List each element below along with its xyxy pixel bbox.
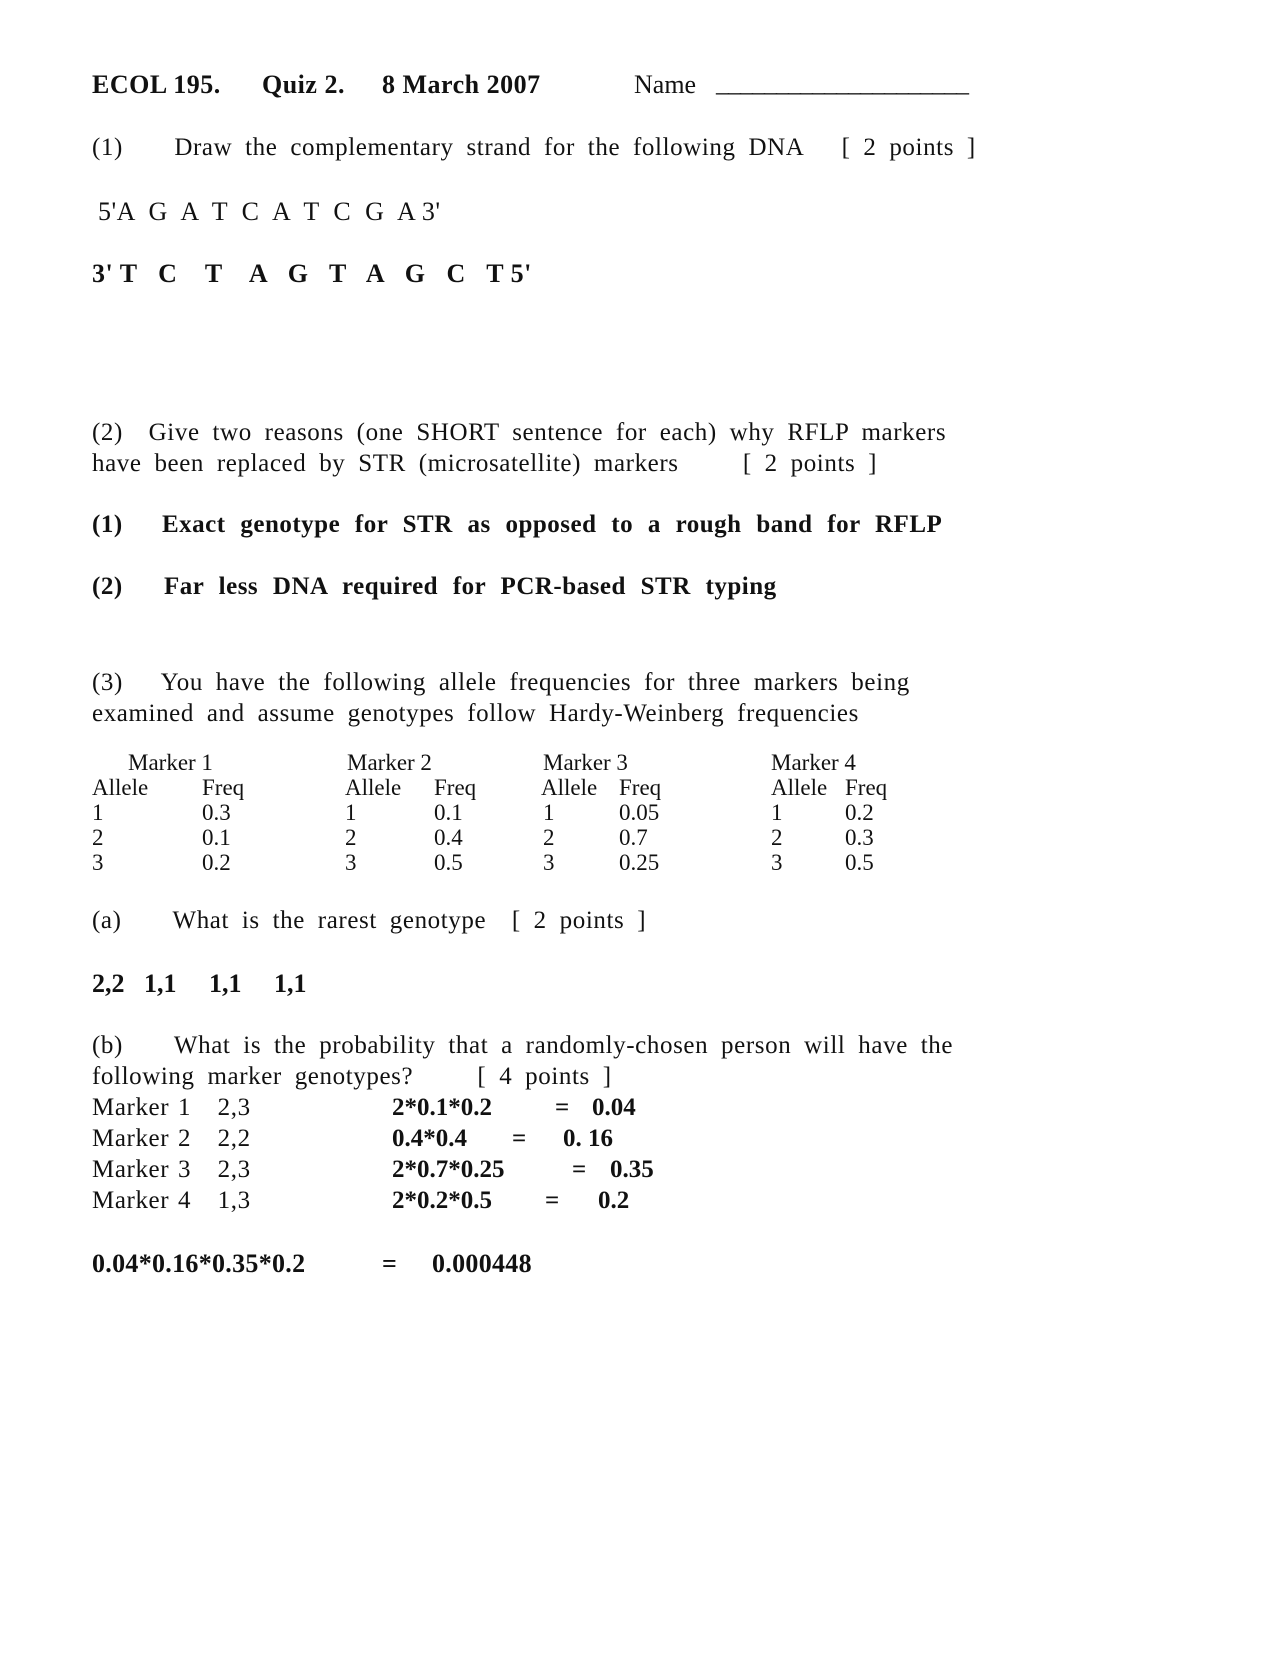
name-line: _____________________ — [716, 68, 968, 97]
q2-prompt-line1: (2) Give two reasons (one SHORT sentence for each) why RFLP markers — [92, 419, 947, 446]
name-label: Name — [634, 70, 697, 99]
freq-header: Freq — [619, 775, 662, 800]
allele-cell: 3 — [771, 850, 783, 875]
freq-cell: 0.2 — [845, 800, 874, 825]
freq-cell: 0.5 — [434, 850, 463, 875]
q1-given-strand: 5'A G A T C A T C G A 3' — [98, 197, 441, 226]
allele-header: Allele — [541, 775, 598, 800]
genotype-equals: = — [512, 1125, 527, 1152]
marker-title: Marker 1 — [128, 750, 213, 775]
q1-answer-strand: 3' T C T A G T A G C T 5' — [92, 259, 532, 288]
allele-cell: 3 — [345, 850, 357, 875]
freq-cell: 0.05 — [619, 800, 660, 825]
q3a-answer: 2,2 1,1 1,1 1,1 — [92, 969, 307, 998]
allele-cell: 1 — [771, 800, 783, 825]
allele-cell: 2 — [345, 825, 357, 850]
marker-title: Marker 2 — [347, 750, 432, 775]
freq-cell: 0.7 — [619, 825, 648, 850]
q3a-prompt: (a) What is the rarest genotype [ 2 points ] — [92, 907, 647, 934]
allele-cell: 1 — [92, 800, 104, 825]
q3b-prompt-line2: following marker genotypes? [ 4 points ] — [92, 1063, 612, 1090]
allele-cell: 1 — [543, 800, 555, 825]
genotype-label: Marker 2 2,2 — [92, 1125, 251, 1152]
genotype-calc: 2*0.2*0.5 — [392, 1187, 492, 1214]
allele-cell: 1 — [345, 800, 357, 825]
freq-cell: 0.1 — [202, 825, 231, 850]
marker-title: Marker 4 — [771, 750, 856, 775]
q2-answer2-text: Far less DNA required for PCR-based STR typing — [164, 573, 777, 600]
q3-prompt-line1: (3) You have the following allele frequencies for three markers being — [92, 669, 910, 696]
freq-cell: 0.1 — [434, 800, 463, 825]
genotype-equals: = — [572, 1156, 587, 1183]
freq-cell: 0.25 — [619, 850, 660, 875]
allele-cell: 3 — [92, 850, 104, 875]
genotype-equals: = — [545, 1187, 560, 1214]
q2-answer2-number: (2) — [92, 573, 123, 600]
final-calc: 0.04*0.16*0.35*0.2 — [92, 1249, 306, 1278]
allele-header: Allele — [771, 775, 828, 800]
freq-cell: 0.5 — [845, 850, 874, 875]
allele-cell: 2 — [92, 825, 104, 850]
genotype-result: 0. 16 — [563, 1125, 613, 1152]
genotype-calc: 2*0.7*0.25 — [392, 1156, 505, 1183]
final-result: 0.000448 — [432, 1249, 532, 1278]
genotype-label: Marker 1 2,3 — [92, 1094, 251, 1121]
q2-answer1-number: (1) — [92, 511, 123, 538]
marker-title: Marker 3 — [543, 750, 628, 775]
freq-cell: 0.3 — [202, 800, 231, 825]
freq-header: Freq — [434, 775, 477, 800]
allele-cell: 3 — [543, 850, 555, 875]
genotype-calc: 2*0.1*0.2 — [392, 1094, 492, 1121]
genotype-result: 0.2 — [598, 1187, 630, 1214]
genotype-result: 0.04 — [592, 1094, 636, 1121]
quiz-number: Quiz 2. — [262, 70, 345, 99]
freq-header: Freq — [202, 775, 245, 800]
final-equals: = — [382, 1249, 397, 1278]
q1-prompt: (1) Draw the complementary strand for the following DNA [ 2 points ] — [92, 134, 976, 161]
allele-cell: 2 — [771, 825, 783, 850]
freq-cell: 0.2 — [202, 850, 231, 875]
allele-header: Allele — [92, 775, 149, 800]
quiz-date: 8 March 2007 — [382, 70, 541, 99]
freq-cell: 0.4 — [434, 825, 463, 850]
genotype-equals: = — [555, 1094, 570, 1121]
course-code: ECOL 195. — [92, 70, 221, 99]
freq-header: Freq — [845, 775, 888, 800]
genotype-result: 0.35 — [610, 1156, 654, 1183]
q3b-prompt-line1: (b) What is the probability that a randomly-chosen person will have the — [92, 1032, 954, 1059]
q2-prompt-line2: have been replaced by STR (microsatellite) markers [ 2 points ] — [92, 450, 878, 477]
genotype-label: Marker 4 1,3 — [92, 1187, 251, 1214]
freq-cell: 0.3 — [845, 825, 874, 850]
genotype-calc: 0.4*0.4 — [392, 1125, 467, 1152]
q2-answer1-text: Exact genotype for STR as opposed to a rough band for RFLP — [162, 511, 943, 538]
genotype-label: Marker 3 2,3 — [92, 1156, 251, 1183]
allele-cell: 2 — [543, 825, 555, 850]
allele-header: Allele — [345, 775, 402, 800]
q3-prompt-line2: examined and assume genotypes follow Hardy-Weinberg frequencies — [92, 700, 859, 727]
